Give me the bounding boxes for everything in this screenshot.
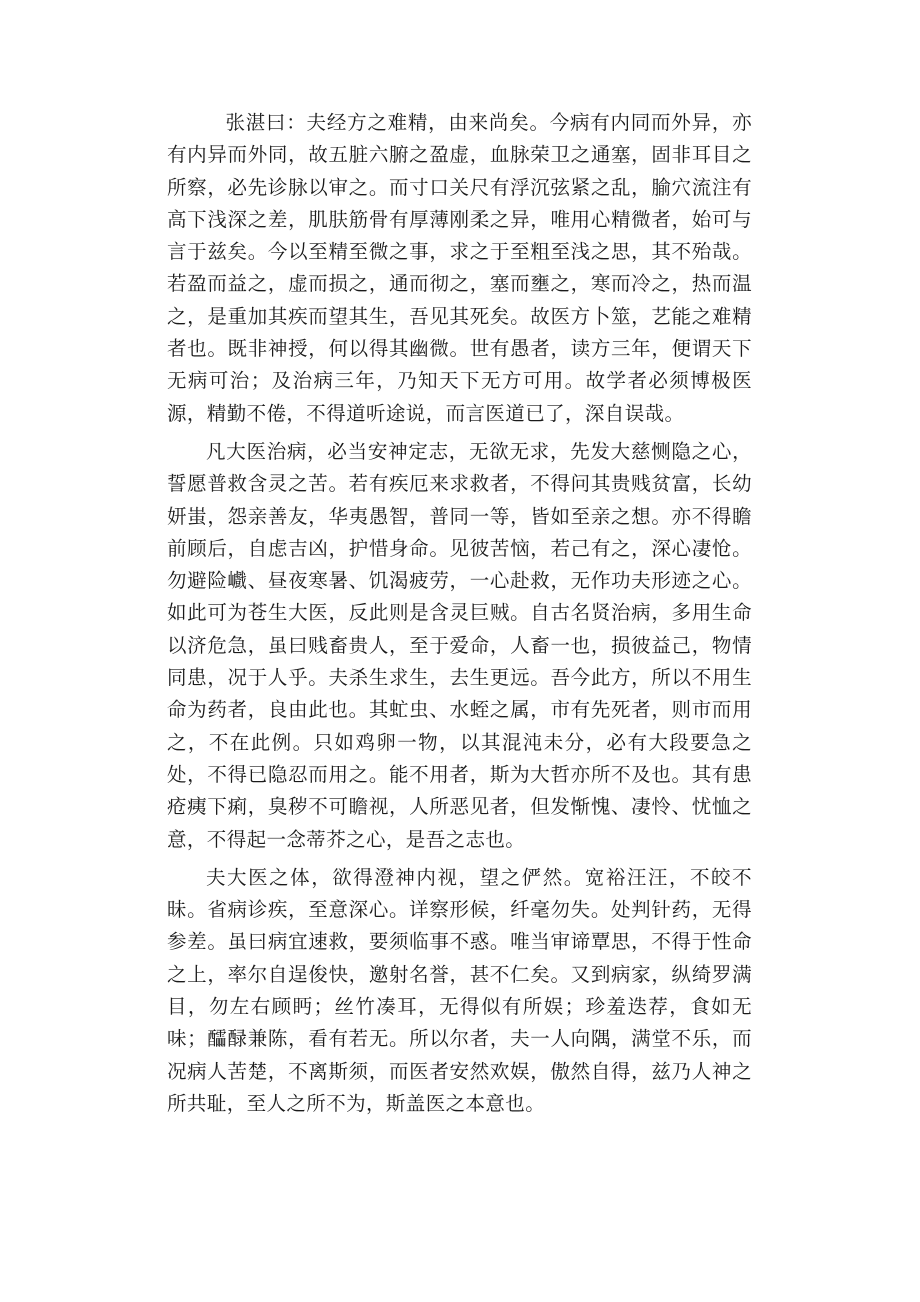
- paragraph-3: 夫大医之体，欲得澄神内视，望之俨然。宽裕汪汪，不皎不昧。省病诊疾，至意深心。详察形候，纤毫勿失。处判针药，无得参差。虽曰病宜速救，要须临事不惑。唯当审谛覃思，不得于性命之上，率尔自逞俊快，邀射名誉，甚不仁矣。又到病家，纵绮罗满目，勿左右顾眄；丝竹凑耳，无得似有所娱；珍羞迭荐，食如无味；醽醁兼陈，看有若无。所以尔者，夫一人向隅，满堂不乐，而况病人苦楚，不离斯须，而医者安然欢娱，傲然自得，兹乃人神之所共耻，至人之所不为，斯盖医之本意也。: [167, 865, 752, 1115]
- document-body: [167, 107, 752, 1120]
- paragraph-1: 张湛曰：夫经方之难精，由来尚矣。今病有内同而外异，亦有内异而外同，故五脏六腑之盈虚，血脉荣卫之通塞，固非耳目之所察，必先诊脉以审之。而寸口关尺有浮沉弦紧之乱，腧穴流注有高下浅深之差，肌肤筋骨有厚薄刚柔之异，唯用心精微者，始可与言于兹矣。今以至精至微之事，求之于至粗至浅之思，其不殆哉。若盈而益之，虚而损之，通而彻之，塞而壅之，寒而冷之，热而温之，是重加其疾而望其生，吾见其死矣。故医方卜筮，艺能之难精者也。既非神授，何以得其幽微。世有愚者，读方三年，便谓天下无病可治；及治病三年，乃知天下无方可用。故学者必须博极医源，精勤不倦，不得道听途说，而言医道已了，深自误哉。: [167, 111, 752, 425]
- paragraph-2: 凡大医治病，必当安神定志，无欲无求，先发大慈恻隐之心，誓愿普救含灵之苦。若有疾厄来求救者，不得问其贵贱贫富，长幼妍蚩，怨亲善友，华夷愚智，普同一等，皆如至亲之想。亦不得瞻前顾后，自虑吉凶，护惜身命。见彼苦恼，若己有之，深心凄怆。勿避险巇、昼夜寒暑、饥渴疲劳，一心赴救，无作功夫形迹之心。如此可为苍生大医，反此则是含灵巨贼。自古名贤治病，多用生命以济危急，虽曰贱畜贵人，至于爱命，人畜一也，损彼益己，物情同患，况于人乎。夫杀生求生，去生更远。吾今此方，所以不用生命为药者，良由此也。其虻虫、水蛭之属，市有先死者，则市而用之，不在此例。只如鸡卵一物，以其混沌未分，必有大段要急之处，不得已隐忍而用之。能不用者，斯为大哲亦所不及也。其有患疮痍下痢，臭秽不可瞻视，人所恶见者，但发惭愧、凄怜、忧恤之意，不得起一念蒂芥之心，是吾之志也。: [167, 439, 752, 851]
